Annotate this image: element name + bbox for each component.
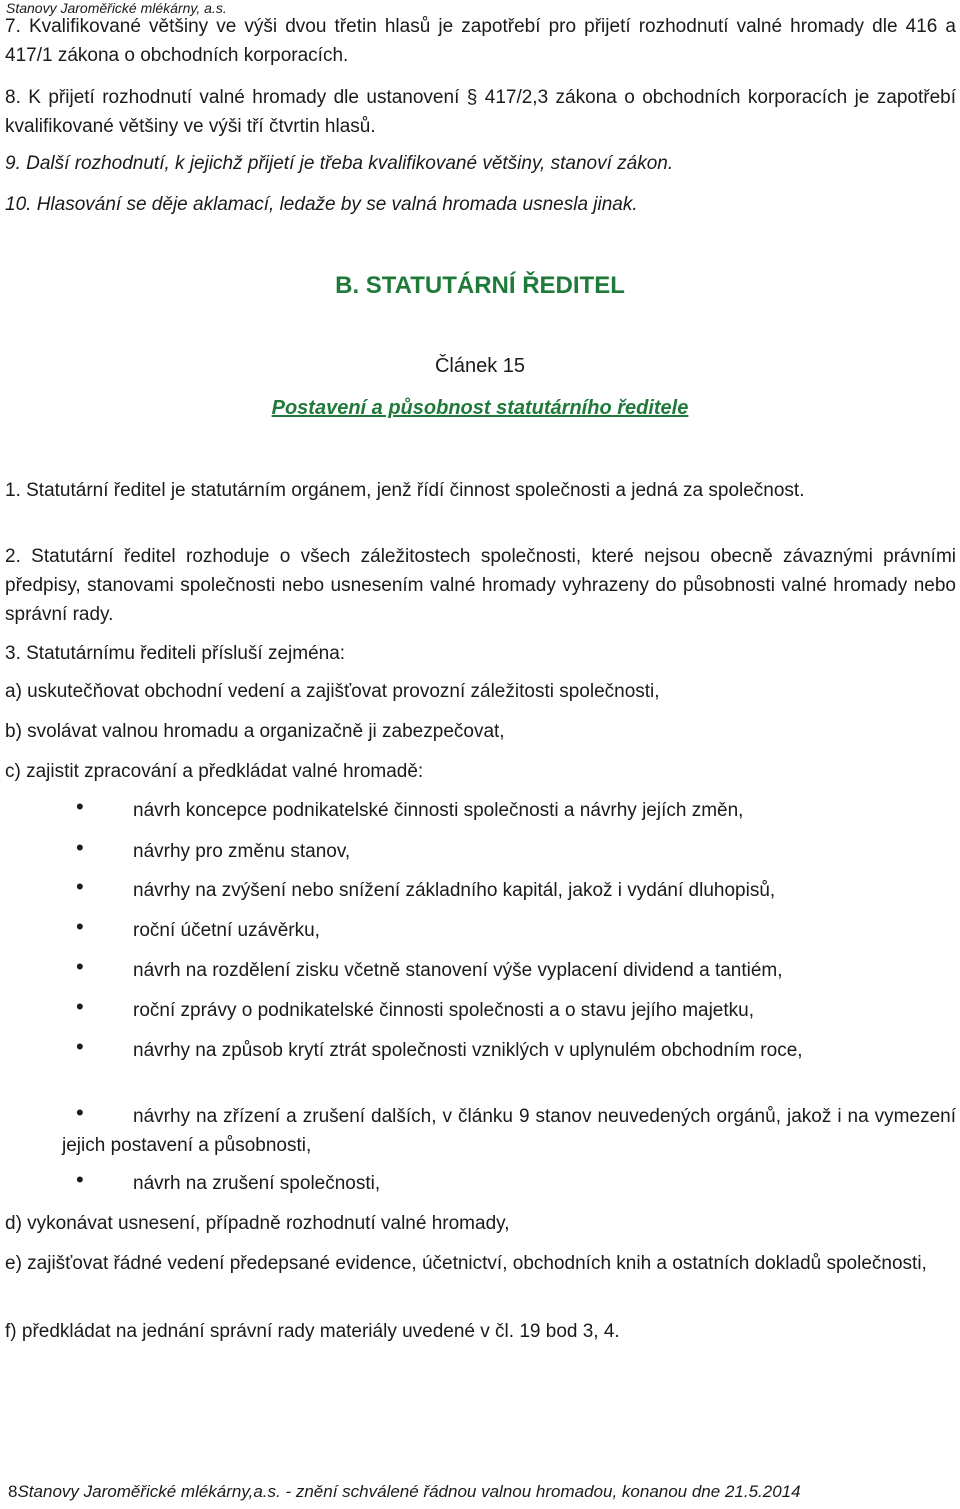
bullet-icon: • (76, 794, 84, 819)
bullet-item (0, 1169, 960, 1199)
bullet-icon: • (76, 954, 84, 979)
paragraph-3: 3. Statutárnímu řediteli přísluší zejména: (5, 643, 346, 664)
bullet-text: návrhy na způsob krytí ztrát společnosti vzniklých v uplynulém obchodním roce, (133, 1040, 803, 1061)
bullet-icon: • (76, 835, 84, 860)
item-9: 9. Další rozhodnutí, k jejichž přijetí je třeba kvalifikované většiny, stanoví zákon. (5, 153, 674, 174)
item-7: 7. Kvalifikované většiny ve výši dvou třetin hlasů je zapotřebí pro přijetí rozhodnutí valné hromady dle 416 a 417/1 zákona o obchodních korporacích. (5, 16, 956, 66)
paragraph-2: 2. Statutární ředitel rozhoduje o všech záležitostech společnosti, které nejsou obecně závaznými právními předpisy, stanovami společnosti nebo usnesením valné hromady vyhrazeny do působnosti valné hromady nebo správní rady. (5, 546, 956, 625)
bullet-text: návrh na zrušení společnosti, (133, 1173, 381, 1194)
bullet-item (0, 837, 960, 867)
bullet-text: návrh na rozdělení zisku včetně stanovení výše vyplacení dividend a tantiém, (133, 960, 783, 981)
item-f: f) předkládat na jednání správní rady materiály uvedené v čl. 19 bod 3, 4. (5, 1321, 620, 1342)
item-c: c) zajistit zpracování a předkládat valné hromadě: (5, 761, 424, 782)
item-8: 8. K přijetí rozhodnutí valné hromady dle ustanovení § 417/2,3 zákona o obchodních korporacích je zapotřebí kvalifikované většiny ve výši tří čtvrtin hlasů. (5, 87, 956, 137)
running-header: Stanovy Jaroměřické mlékárny, a.s. (6, 0, 227, 16)
bullet-item (62, 1102, 956, 1160)
bullet-item (0, 916, 960, 946)
section-heading: B. STATUTÁRNÍ ŘEDITEL (335, 272, 625, 299)
article-title: Postavení a působnost statutárního ředitele (271, 397, 689, 419)
bullet-text: návrh koncepce podnikatelské činnosti společnosti a návrhy jejích změn, (133, 800, 744, 821)
article-number: Článek 15 (434, 355, 526, 377)
item-d: d) vykonávat usnesení, případně rozhodnutí valné hromady, (5, 1213, 510, 1234)
item-a: a) uskutečňovat obchodní vedení a zajišťovat provozní záležitosti společnosti, (5, 681, 660, 702)
bullet-text: roční zprávy o podnikatelské činnosti společnosti a o stavu jejího majetku, (133, 1000, 754, 1021)
bullet-icon: • (76, 914, 84, 939)
footer-text: Stanovy Jaroměřické mlékárny,a.s. - znění schválené řádnou valnou hromadou, konanou dne 21.5.2014 (17, 1482, 801, 1501)
bullet-item (0, 956, 960, 986)
bullet-icon: • (76, 874, 84, 899)
paragraph-1: 1. Statutární ředitel je statutárním orgánem, jenž řídí činnost společnosti a jedná za společnost. (5, 480, 805, 501)
bullet-text: návrhy na zřízení a zrušení dalších, v článku 9 stanov neuvedených orgánů, jakož i na vymezení jejich postavení a působnosti, (62, 1106, 956, 1156)
bullet-item (62, 1036, 956, 1065)
bullet-icon: • (76, 1167, 84, 1192)
bullet-text: roční účetní uzávěrku, (133, 920, 320, 941)
bullet-item (0, 876, 960, 906)
item-10: 10. Hlasování se děje aklamací, ledaže by se valná hromada usnesla jinak. (5, 194, 638, 215)
bullet-item (0, 996, 960, 1026)
bullet-text: návrhy na zvýšení nebo snížení základního kapitál, jakož i vydání dluhopisů, (133, 880, 776, 901)
page-footer (8, 1482, 801, 1502)
bullet-icon: • (76, 994, 84, 1019)
item-e: e) zajišťovat řádné vedení předepsané evidence, účetnictví, obchodních knih a ostatních dokladů společnosti, (5, 1253, 927, 1274)
bullet-item (0, 796, 960, 826)
bullet-icon: • (76, 1034, 84, 1059)
bullet-text: návrhy pro změnu stanov, (133, 841, 351, 862)
bullet-icon: • (76, 1100, 84, 1125)
page-number: 8 (8, 1482, 18, 1501)
item-b: b) svolávat valnou hromadu a organizačně ji zabezpečovat, (5, 721, 505, 742)
